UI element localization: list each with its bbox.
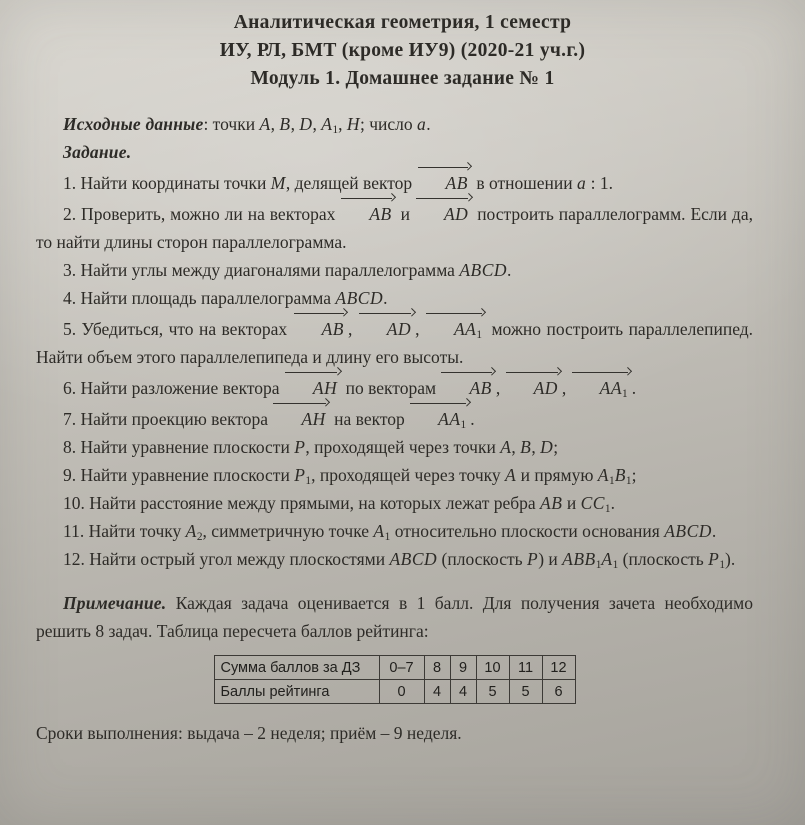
table-cell: 11	[509, 656, 542, 680]
table-cell: 6	[542, 680, 575, 704]
rating-table	[214, 655, 576, 704]
task-item-12: 12. Найти острый угол между плоскостями ABCD (плоскость P) и $ABB_1A_1$ (плоскость $P_1$).	[63, 549, 736, 572]
task-item-9: 9. Найти уравнение плоскости $P_1$, проходящей через точку A и прямую $A_1B_1$;	[63, 465, 637, 488]
rating-table-row-points	[214, 680, 575, 704]
table-cell: 5	[476, 680, 509, 704]
table-cell-sum-label: Сумма баллов за ДЗ	[214, 656, 379, 680]
task-item-6: 6. Найти разложение вектора AH по векторам AB , AD , $AA_1$ .	[36, 371, 753, 402]
doc-title-line-1: Аналитическая геометрия, 1 семестр	[233, 12, 572, 33]
task-item-7: 7. Найти проекцию вектора AH на вектор $AA_1$ .	[36, 402, 753, 433]
task-item-8: 8. Найти уравнение плоскости P, проходящей через точки A, B, D;	[63, 437, 559, 457]
table-cell: 8	[424, 656, 450, 680]
doc-title-line-2: ИУ, РЛ, БМТ (кроме ИУ9) (2020-21 уч.г.)	[219, 40, 586, 61]
initial-data-line: Исходные данные: точки A, B, D, $A_1$, H; число a.	[63, 114, 431, 137]
table-cell: 9	[450, 656, 476, 680]
task-item-4: 4. Найти площадь параллелограмма ABCD.	[63, 288, 388, 308]
doc-body	[0, 110, 805, 747]
table-cell: 4	[424, 680, 450, 704]
table-cell: 0	[379, 680, 424, 704]
rating-table-row-sum	[214, 656, 575, 680]
table-cell: 10	[476, 656, 509, 680]
table-cell: 5	[509, 680, 542, 704]
table-cell: 4	[450, 680, 476, 704]
task-item-5: 5. Убедиться, что на векторах AB , AD , $AA_1$ можно построить параллелепипед. Найти объем этого параллелепипеда и длину его высоты.	[36, 312, 753, 371]
task-item-11: 11. Найти точку $A_2$, симметричную точке $A_1$ относительно плоскости основания ABCD.	[63, 521, 717, 544]
task-item-2: 2. Проверить, можно ли на векторах AB и AD построить параллелограмм. Если да, то найти длины сторон параллелограмма.	[36, 197, 753, 256]
deadlines-line: Сроки выполнения: выдача – 2 неделя; приём – 9 неделя.	[36, 723, 462, 743]
task-item-3: 3. Найти углы между диагоналями параллелограмма ABCD.	[63, 260, 512, 280]
task-item-1: 1. Найти координаты точки M, делящей вектор AB в отношении a : 1.	[36, 166, 753, 197]
table-cell-points-label: Баллы рейтинга	[214, 680, 379, 704]
note-paragraph: Примечание. Каждая задача оценивается в 1 балл. Для получения зачета необходимо решить 8 задач. Таблица пересчета баллов рейтинга:	[36, 593, 753, 641]
doc-title-line-3: Модуль 1. Домашнее задание № 1	[250, 68, 555, 89]
assignment-label: Задание.	[63, 142, 132, 162]
table-cell: 0–7	[379, 656, 424, 680]
task-item-10: 10. Найти расстояние между прямыми, на которых лежат ребра AB и $CC_1$.	[63, 493, 615, 516]
doc-header	[0, 0, 805, 93]
table-cell: 12	[542, 656, 575, 680]
